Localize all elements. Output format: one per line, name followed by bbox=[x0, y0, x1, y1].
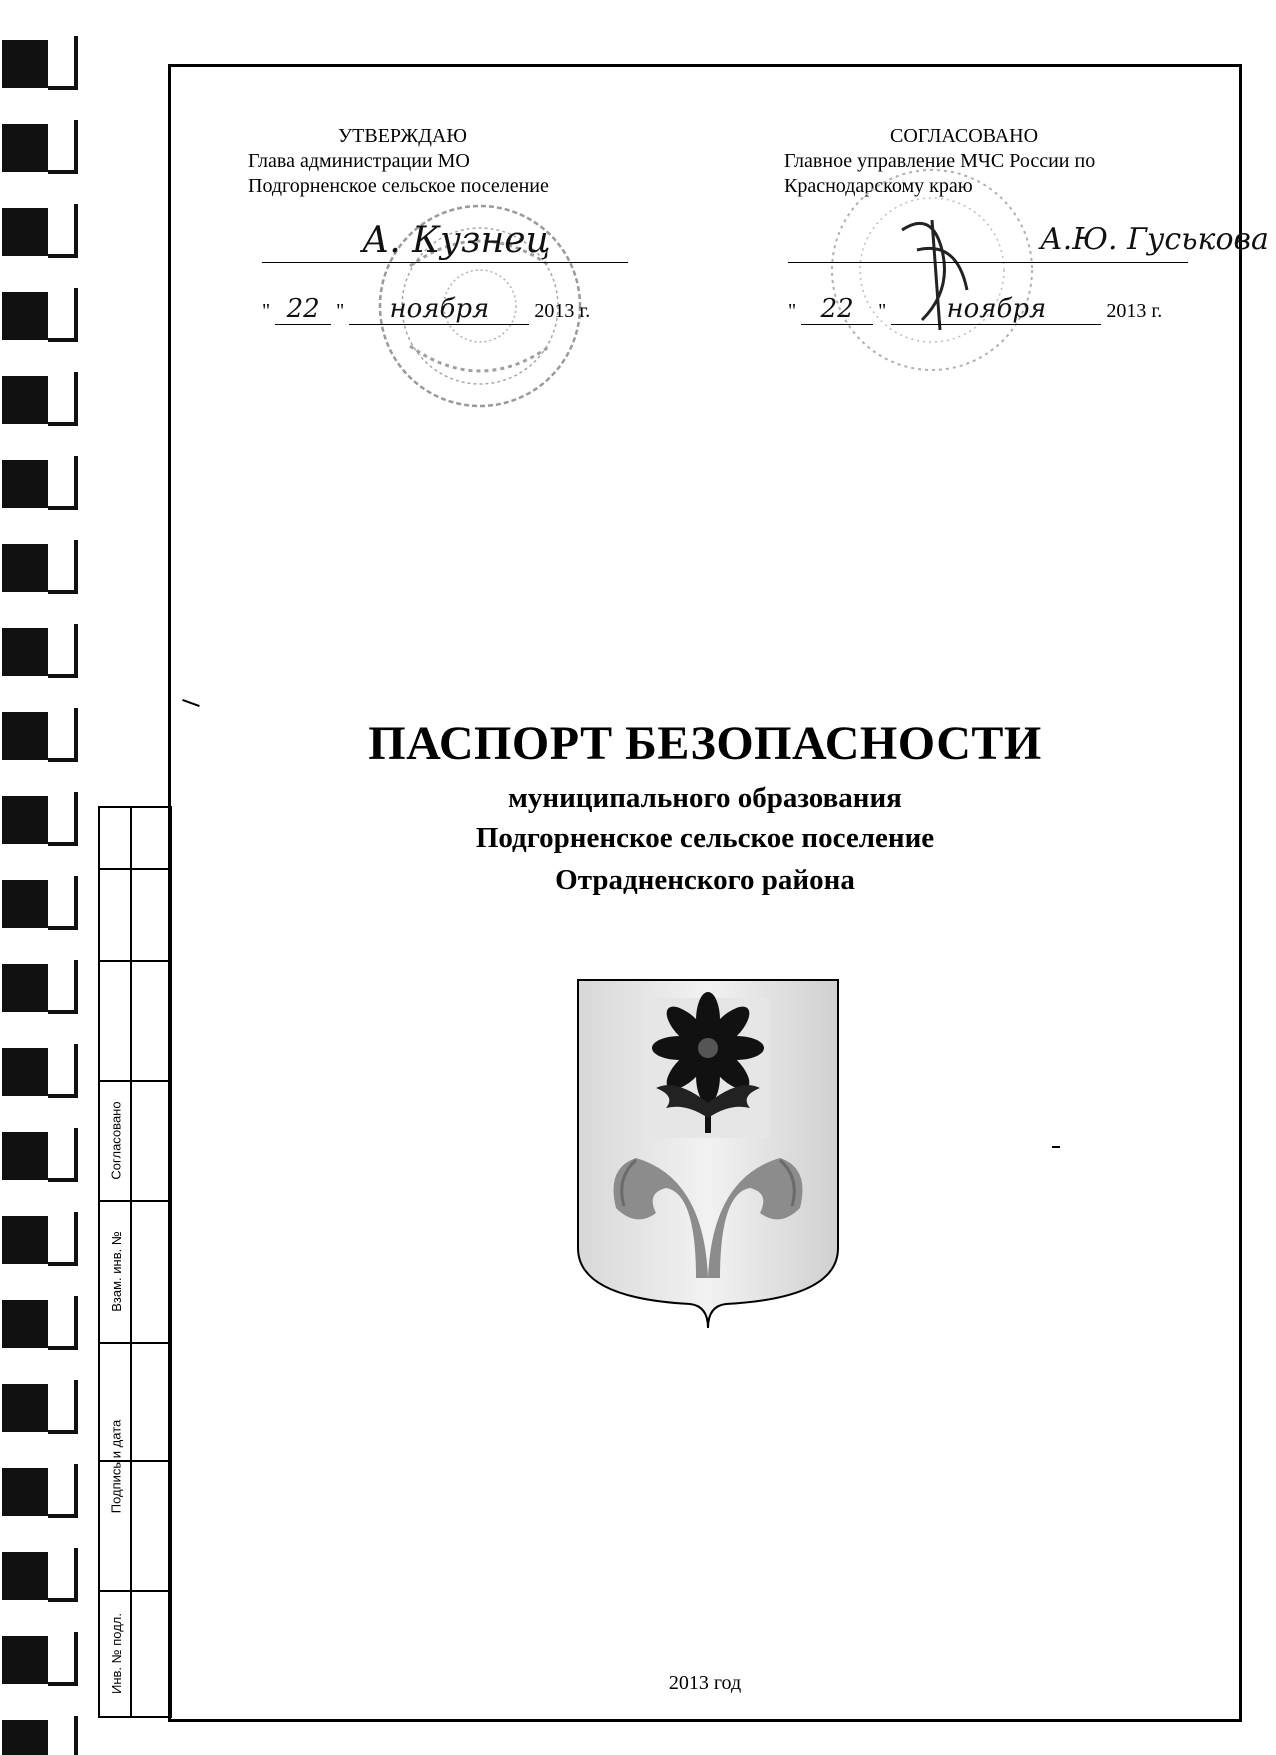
binding-hole bbox=[2, 964, 48, 1012]
binding-hole bbox=[2, 208, 48, 256]
binding-hole bbox=[2, 1552, 48, 1600]
binding-hole bbox=[2, 376, 48, 424]
binding-wire bbox=[48, 792, 76, 844]
binding-wire bbox=[48, 456, 76, 508]
approval-left-line2: Подгорненское сельское поселение bbox=[248, 175, 549, 197]
title-line-1: муниципального образования bbox=[508, 782, 902, 814]
binding-hole bbox=[2, 628, 48, 676]
approval-left-heading: УТВЕРЖДАЮ bbox=[338, 125, 467, 147]
date-right-day: 22 bbox=[820, 294, 854, 324]
footer-year: 2013 год bbox=[668, 1672, 742, 1694]
binding-wire bbox=[48, 1464, 76, 1516]
date-right: " 22 " ноября 2013 г. bbox=[788, 294, 1163, 324]
binding-hole bbox=[2, 1636, 48, 1684]
date-right-year: 2013 г. bbox=[1106, 300, 1163, 322]
binding-wire bbox=[48, 960, 76, 1012]
binding-hole bbox=[2, 1720, 48, 1755]
stamp-row-line bbox=[100, 960, 170, 962]
stamp-label-agreed: Согласовано bbox=[108, 1100, 124, 1180]
binding-hole bbox=[2, 1132, 48, 1180]
title-block bbox=[168, 0, 1242, 1755]
binding-strip bbox=[0, 0, 90, 1755]
title-line-2: Подгорненское сельское поселение bbox=[475, 822, 935, 854]
binding-wire bbox=[48, 36, 76, 88]
binding-wire bbox=[48, 708, 76, 760]
date-right-month: ноября bbox=[946, 294, 1047, 324]
stamp-strip bbox=[98, 806, 172, 1718]
stamp-label-replace-inv: Взам. инв. № bbox=[108, 1230, 124, 1312]
binding-wire bbox=[48, 624, 76, 676]
approval-left-line1: Глава администрации МО bbox=[248, 150, 470, 172]
binding-hole bbox=[2, 1300, 48, 1348]
date-left-year: 2013 г. bbox=[534, 300, 591, 322]
binding-hole bbox=[2, 1048, 48, 1096]
binding-wire bbox=[48, 204, 76, 256]
signature-left: А. Кузнец bbox=[362, 220, 551, 261]
binding-hole bbox=[2, 40, 48, 88]
title-line-3: Отрадненского района bbox=[555, 864, 855, 896]
binding-hole bbox=[2, 1216, 48, 1264]
binding-hole bbox=[2, 460, 48, 508]
binding-wire bbox=[48, 1044, 76, 1096]
binding-wire bbox=[48, 540, 76, 592]
coat-of-arms-emblem bbox=[576, 978, 840, 1330]
approval-right-line1: Главное управление МЧС России по bbox=[784, 150, 1096, 172]
binding-wire bbox=[48, 288, 76, 340]
binding-wire bbox=[48, 1548, 76, 1600]
binding-wire bbox=[48, 120, 76, 172]
binding-hole bbox=[2, 796, 48, 844]
stamp-label-sign-date: Подпись и дата bbox=[108, 1419, 124, 1513]
binding-wire bbox=[48, 1296, 76, 1348]
binding-hole bbox=[2, 124, 48, 172]
binding-hole bbox=[2, 880, 48, 928]
date-left: " 22 " ноября 2013 г. bbox=[262, 294, 591, 324]
scan-speck bbox=[1052, 1146, 1060, 1148]
stamp-strip-divider bbox=[130, 808, 132, 1716]
binding-hole bbox=[2, 1468, 48, 1516]
document-title: ПАСПОРТ БЕЗОПАСНОСТИ bbox=[368, 717, 1042, 770]
binding-wire bbox=[48, 876, 76, 928]
binding-wire bbox=[48, 1212, 76, 1264]
binding-wire bbox=[48, 1632, 76, 1684]
signature-right: А.Ю. Гуськова bbox=[1040, 222, 1269, 257]
stamp-row-line bbox=[100, 868, 170, 870]
binding-wire bbox=[48, 1128, 76, 1180]
binding-hole bbox=[2, 1384, 48, 1432]
date-left-month: ноября bbox=[389, 294, 490, 324]
approval-right-heading: СОГЛАСОВАНО bbox=[890, 125, 1039, 147]
binding-hole bbox=[2, 292, 48, 340]
date-left-day: 22 bbox=[286, 294, 320, 324]
binding-wire bbox=[48, 1716, 76, 1755]
binding-hole bbox=[2, 544, 48, 592]
binding-wire bbox=[48, 1380, 76, 1432]
binding-hole bbox=[2, 712, 48, 760]
binding-wire bbox=[48, 372, 76, 424]
stamp-label-inv-orig: Инв. № подл. bbox=[108, 1612, 124, 1694]
approval-right-line2: Краснодарскому краю bbox=[784, 175, 973, 197]
